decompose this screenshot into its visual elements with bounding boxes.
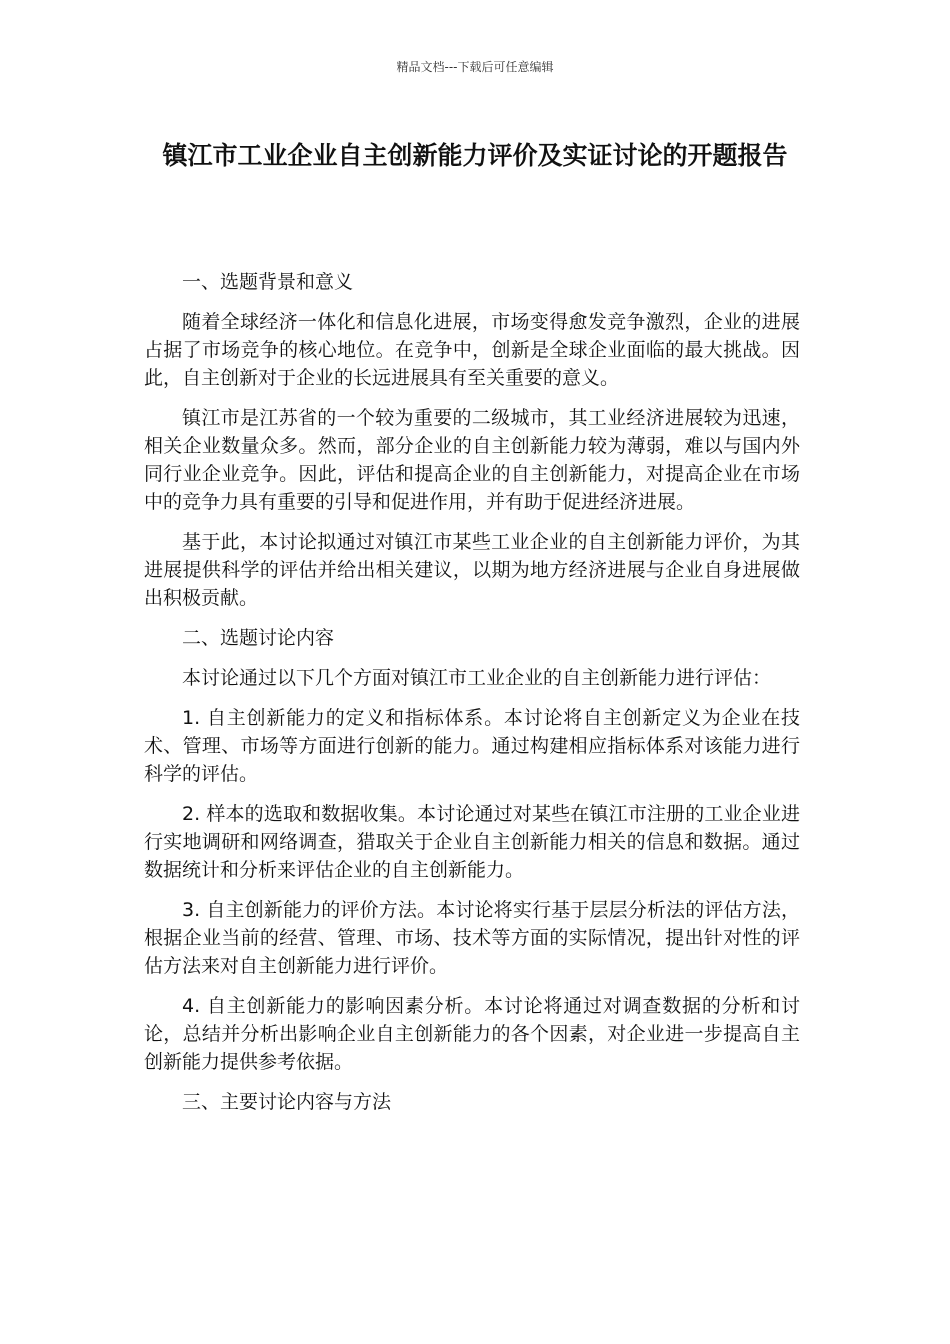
header-note: 精品文档---下载后可任意编辑 (396, 60, 554, 74)
list-item: 3. 自主创新能力的评价方法。本讨论将实行基于层层分析法的评估方法，根据企业当前的经营、管理、市场、技术等方面的实际情况，提出针对性的评估方法来对自主创新能力进行评价。 (144, 899, 800, 977)
list-item: 4. 自主创新能力的影响因素分析。本讨论将通过对调查数据的分析和讨论，总结并分析出影响企业自主创新能力的各个因素，对企业进一步提高自主创新能力提供参考依据。 (144, 995, 800, 1073)
list-item: 1. 自主创新能力的定义和指标体系。本讨论将自主创新定义为企业在技术、管理、市场等方面进行创新的能力。通过构建相应指标体系对该能力进行科学的评估。 (144, 707, 800, 785)
section-heading-1: 一、选题背景和意义 (182, 271, 354, 293)
paragraph: 基于此，本讨论拟通过对镇江市某些工业企业的自主创新能力评价，为其进展提供科学的评估并给出相关建议，以期为地方经济进展与企业自身进展做出积极贡献。 (144, 531, 800, 609)
document-title: 镇江市工业企业自主创新能力评价及实证讨论的开题报告 (162, 141, 788, 170)
paragraph: 镇江市是江苏省的一个较为重要的二级城市，其工业经济进展较为迅速，相关企业数量众多。然而，部分企业的自主创新能力较为薄弱，难以与国内外同行业企业竞争。因此，评估和提高企业的自主创新能力，对提高企业在市场中的竞争力具有重要的引导和促进作用，并有助于促进经济进展。 (144, 407, 800, 513)
list-item: 2. 样本的选取和数据收集。本讨论通过对某些在镇江市注册的工业企业进行实地调研和网络调查，猎取关于企业自主创新能力相关的信息和数据。通过数据统计和分析来评估企业的自主创新能力。 (144, 803, 800, 881)
document-body (144, 268, 800, 1128)
paragraph: 本讨论通过以下几个方面对镇江市工业企业的自主创新能力进行评估： (182, 667, 772, 689)
section-heading-3: 三、主要讨论内容与方法 (182, 1091, 392, 1113)
section-heading-2: 二、选题讨论内容 (182, 627, 335, 649)
paragraph: 随着全球经济一体化和信息化进展，市场变得愈发竞争激烈，企业的进展占据了市场竞争的核心地位。在竞争中，创新是全球企业面临的最大挑战。因此，自主创新对于企业的长远进展具有至关重要的意义。 (144, 311, 800, 389)
